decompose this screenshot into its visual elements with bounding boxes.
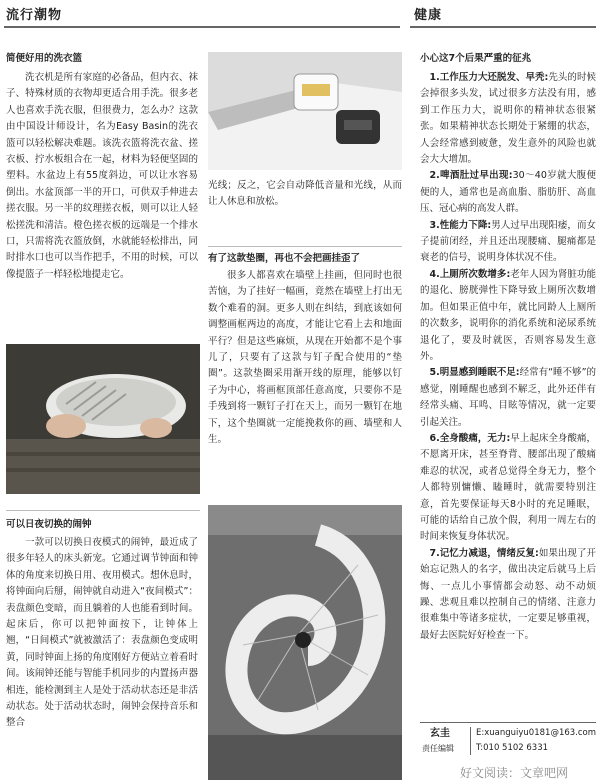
clock-divider — [6, 510, 200, 511]
health-item-2 — [420, 168, 596, 217]
basket-illustration — [6, 344, 200, 494]
health-item-4 — [420, 267, 596, 365]
health-item-7-text: 如果出现了开始忘记熟人的名字，做出决定后就马上后悔、一点儿小事情都会动怒、动不动烦躁、悲观且难以控制自己的情绪、注意力很难集中等诸多症状，一定要足够重视，最好去医院好好检查一下。 — [420, 547, 596, 641]
editor-divider — [470, 727, 471, 755]
health-item-3-num: 3. — [429, 219, 440, 231]
health-item-1 — [420, 70, 596, 168]
health-item-1-text: 先头的时候会掉很多头发，试过很多方法没有用，感到工作压力大，说明你的精神状态很紧张。如果精神状态长期处于紧绷的状态，人会经常感到疲惫，发生意外的风险也就会大大增加。 — [420, 72, 596, 166]
health-title: 小心这7个后果严重的征兆 — [420, 53, 532, 64]
section-title-health: 健康 — [414, 8, 443, 23]
clock-illustration — [208, 52, 402, 170]
hook-divider — [208, 246, 402, 247]
health-item-3 — [420, 218, 596, 267]
health-item-1-num: 1. — [429, 72, 440, 83]
health-item-5-head: 明显感到睡眠不足: — [439, 367, 520, 379]
health-item-1-head: 工作压力大还脱发、早秃: — [439, 72, 549, 83]
editor-role: 责任编辑 — [422, 744, 454, 753]
health-item-2-text: 30～40岁就大腹便便的人，通常也是高血脂、脂肪肝、高血压、冠心病的高发人群。 — [420, 170, 596, 215]
health-item-7 — [420, 546, 596, 644]
health-item-4-num: 4. — [429, 268, 440, 280]
health-item-3-text: 男人过早出现阳痿，而女子提前闭经，并且还出现腰痛、腿痛都是衰老的信号，说明身体状况不佳。 — [420, 219, 596, 264]
health-item-2-head: 啤酒肚过早出现: — [439, 170, 513, 182]
clock-photo — [208, 52, 402, 170]
health-item-3-head: 性能力下降: — [439, 219, 492, 231]
clock-continued: 光线；反之，它会自动降低音量和光线，从而让人休息和放松。 — [208, 180, 402, 208]
health-item-7-head: 记忆力减退，情绪反复: — [439, 547, 539, 559]
health-item-6 — [420, 431, 596, 546]
clock-title: 可以日夜切换的闹钟 — [6, 519, 92, 530]
health-item-5-text: 经常有“睡不够”的感觉，刚睡醒也感到不解乏，此外还伴有经常头痛、耳鸣、目眩等情况，就一定要引起关注。 — [420, 367, 596, 428]
health-item-6-head: 全身酸痛，无力: — [439, 432, 511, 444]
clock-body: 一款可以切换日夜模式的闹钟，最近成了很多年轻人的床头新宠。它通过调节钟面和钟体的角度来切换日用、夜用模式。想休息时，将钟面向后掰，闹钟就自动进入“夜间模式”：表盘颜色变暗，而且躺着的人也能看到时间。起床后，你可以把钟面按下，让钟体上翘，“日间模式”就被激活了：表盘颜色变成明黄，同时钟面上扬的角度刚好方便站立着看时间。该闹钟还能与智能手机同步的内置扬声器相连，能检测到主人是处于活动状态还是非活动状态。处于活动状态时，闹钟会保持音乐和整合 — [6, 537, 198, 729]
basket-title: 简便好用的洗衣篮 — [6, 53, 83, 64]
basket-photo — [6, 344, 200, 494]
health-item-6-text: 早上起床全身酸痛，不愿离开床，甚至脊背、腰部出现了酸痛难忍的状况，或者总觉得全身无力，整个人都特别慵懒、瞌睡时，就需要特别注意，首先要保证每天8小时的充足睡眠，可能的话给自己放个假，利用一周左右的时间来恢复身体状况。 — [420, 432, 596, 543]
editor-name: 玄圭 — [430, 728, 450, 739]
editor-tel: T:010 5102 6331 — [476, 743, 549, 753]
health-list — [420, 70, 596, 644]
header-rule-left — [4, 26, 400, 28]
health-item-7-num: 7. — [429, 547, 440, 559]
health-item-4-text: 老年人因为肾脏功能的退化、膀胱弹性下降导致上厕所次数增加。但如果正值中年，就比同龄人上厕所的次数多，说明你的消化系统和泌尿系统退化了，要及时就医，否则容易发生意外。 — [420, 268, 596, 362]
health-item-5 — [420, 365, 596, 431]
basket-body: 洗衣机是所有家庭的必备品，但内衣、袜子、特殊材质的衣物却更适合用手洗。很多老人也喜欢手洗衣服，但很费力，怎么办？这款由中国设计师设计，名为Easy Basin的洗衣篮可以轻松解决难题。该洗衣篮将洗衣盆、搓衣板、拧水板组合在一起，材料为轻便坚固的塑料。水盆边上有55度斜边，可以让水容易倒出。水盆顶部一半的开口，可供双手伸进去搓衣服。另一半的纹理搓衣板，则可以让人轻松搓洗和清洁。橙色搓衣板的远端是一个排水口，只需将洗衣篮放倒，水就能轻松排出，同时排水口也可以当作把手，不用的时候，可以像提篮子一样轻松地提走它。 — [6, 72, 198, 280]
washer-photo — [208, 505, 402, 780]
health-item-5-num: 5. — [429, 367, 440, 379]
watermark: 好文阅读：文章吧网 — [460, 766, 569, 780]
health-item-6-num: 6. — [429, 432, 440, 444]
health-item-2-num: 2. — [429, 170, 440, 182]
editor-box — [420, 722, 596, 759]
health-item-4-head: 上厕所次数增多: — [439, 268, 511, 280]
section-title-trends: 流行潮物 — [6, 8, 63, 23]
editor-email[interactable]: E:xuanguiyu0181@163.com — [476, 728, 597, 738]
washer-illustration — [208, 505, 402, 780]
hook-body: 很多人都喜欢在墙壁上挂画，但同时也很苦恼，为了挂好一幅画，竟然在墙壁上打出无数个难看的洞。更多人则在纠结，到底该如何调整画框两边的高度，才能让它看上去和地面平行？但是这些麻烦，从现在开始都不是个事儿了，只要有了这款与钉子配合使用的“垫圈”。这款垫圈采用渐开线的原理，能够以钉子为中心，将画框顶部任意高度，只要你不是手残到将一颗钉子打在天上，而另一颗钉在地下，这个垫圈就一定能挽救你的画、墙壁和人生。 — [208, 270, 402, 446]
header-rule-right — [410, 26, 596, 28]
hook-title: 有了这款垫圈，再也不会把画挂歪了 — [208, 253, 361, 264]
